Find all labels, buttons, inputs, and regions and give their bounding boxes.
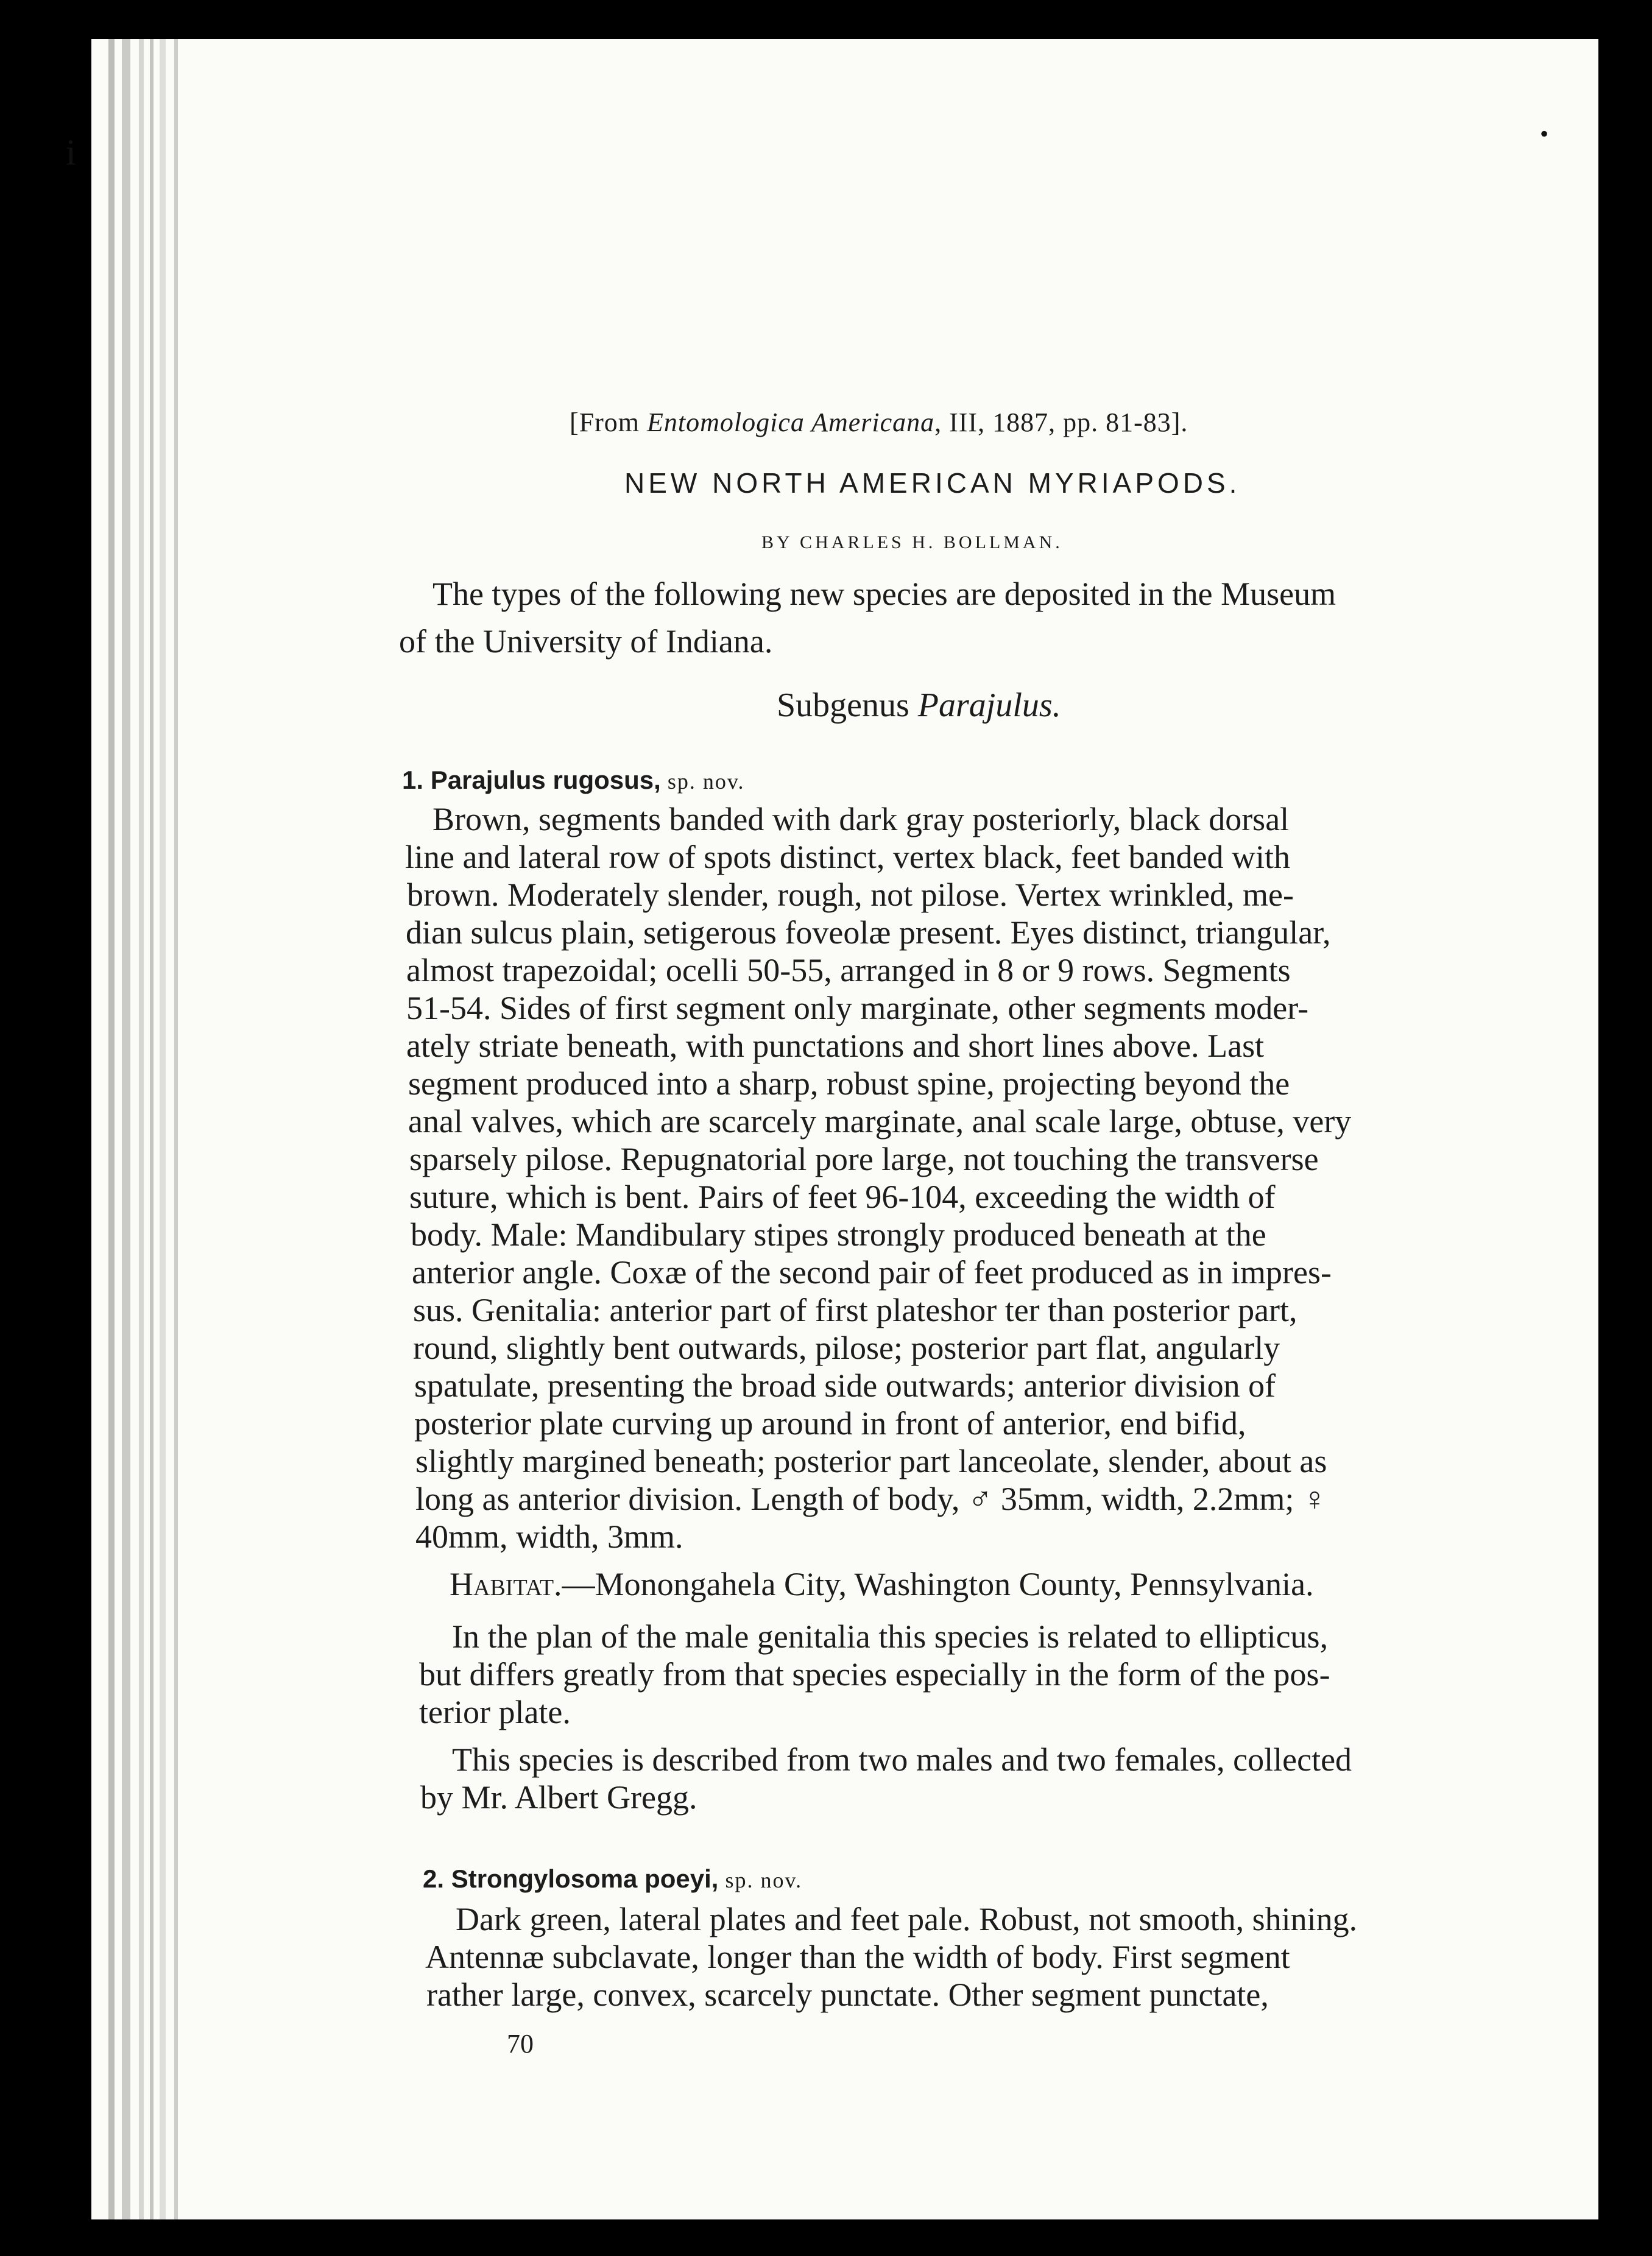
body-line: rather large, convex, scarcely punctate. Other segment punctate, (426, 1976, 1269, 2013)
article-title: NEW NORTH AMERICAN MYRIAPODS. (624, 467, 1241, 499)
margin-mark-left: i (66, 132, 76, 172)
species-heading (423, 1860, 802, 1893)
source-citation (570, 409, 1188, 436)
body-line: but differs greatly from that species especially in the form of the pos- (419, 1656, 1330, 1693)
intro-line: of the University of Indiana. (399, 623, 773, 660)
body-line: Brown, segments banded with dark gray posteriorly, black dorsal (432, 801, 1290, 837)
body-line: ately striate beneath, with punctations and short lines above. Last (406, 1028, 1265, 1064)
species-name: 2. Strongylosoma poeyi, (423, 1864, 719, 1893)
body-line: In the plan of the male genitalia this species is related to ellipticus, (452, 1618, 1329, 1655)
subgenus-name: Parajulus. (917, 686, 1061, 724)
source-suffix: , III, 1887, pp. 81-83]. (934, 407, 1188, 437)
body-line: spatulate, presenting the broad side outwards; anterior division of (414, 1367, 1276, 1404)
body-line: sus. Genitalia: anterior part of first plateshor ter than posterior part, (413, 1292, 1297, 1328)
body-line: sparsely pilose. Repugnatorial pore large, not touching the transverse (409, 1141, 1319, 1177)
intro-line: The types of the following new species are deposited in the Museum (432, 576, 1336, 612)
body-line: body. Male: Mandibulary stipes strongly produced beneath at the (411, 1216, 1266, 1253)
species-heading (402, 761, 744, 794)
body-line: anterior angle. Coxæ of the second pair of feet produced as in impres- (412, 1254, 1332, 1291)
page-stack-edge (174, 39, 178, 2219)
source-journal: Entomologica Americana (647, 407, 935, 437)
body-line: 40mm, width, 3mm. (415, 1518, 683, 1555)
article-author: BY CHARLES H. BOLLMAN. (761, 532, 1063, 552)
species-suffix: sp. nov. (660, 769, 745, 794)
body-line: brown. Moderately slender, rough, not pilose. Vertex wrinkled, me- (407, 876, 1294, 913)
source-prefix: [From (570, 407, 647, 437)
page-stack-edge (150, 39, 154, 2219)
species-suffix: sp. nov. (718, 1868, 803, 1892)
page-number: 70 (507, 2029, 534, 2059)
body-line: suture, which is bent. Pairs of feet 96-104, exceeding the width of (409, 1179, 1276, 1215)
body-line: by Mr. Albert Gregg. (420, 1779, 697, 1816)
subgenus-heading (777, 688, 1061, 722)
page-stack-edge (108, 39, 115, 2219)
body-line: round, slightly bent outwards, pilose; posterior part flat, angularly (413, 1330, 1280, 1366)
page-stack-edge (160, 39, 166, 2219)
body-line: dian sulcus plain, setigerous foveolæ present. Eyes distinct, triangular, (406, 914, 1331, 951)
page-stack-edge (122, 39, 130, 2219)
habitat-label: Habitat. (450, 1566, 562, 1602)
habitat-line (450, 1568, 1314, 1601)
body-line: terior plate. (419, 1694, 571, 1730)
body-line: Antennæ subclavate, longer than the width of body. First segment (425, 1939, 1290, 1975)
body-line: Dark green, lateral plates and feet pale. Robust, not smooth, shining. (456, 1901, 1358, 1937)
body-line: anal valves, which are scarcely marginate, anal scale large, obtuse, very (408, 1103, 1352, 1140)
subgenus-prefix: Subgenus (777, 686, 918, 724)
habitat-text: —Monongahela City, Washington County, Pennsylvania. (562, 1566, 1314, 1602)
body-line: long as anterior division. Length of body, ♂ 35mm, width, 2.2mm; ♀ (415, 1481, 1327, 1517)
body-line: 51-54. Sides of first segment only marginate, other segments moder- (406, 990, 1309, 1026)
page-stack-edge (139, 39, 144, 2219)
body-line: almost trapezoidal; ocelli 50-55, arranged in 8 or 9 rows. Segments (406, 952, 1291, 989)
body-line: posterior plate curving up around in front of anterior, end bifid, (414, 1405, 1246, 1442)
body-line: segment produced into a sharp, robust spine, projecting beyond the (408, 1065, 1290, 1102)
margin-mark-right: • (1540, 120, 1549, 147)
body-line: line and lateral row of spots distinct, vertex black, feet banded with (405, 839, 1291, 875)
body-line: This species is described from two males and two females, collected (452, 1741, 1352, 1778)
species-name: 1. Parajulus rugosus, (402, 766, 661, 794)
body-line: slightly margined beneath; posterior part lanceolate, slender, about as (415, 1443, 1327, 1479)
